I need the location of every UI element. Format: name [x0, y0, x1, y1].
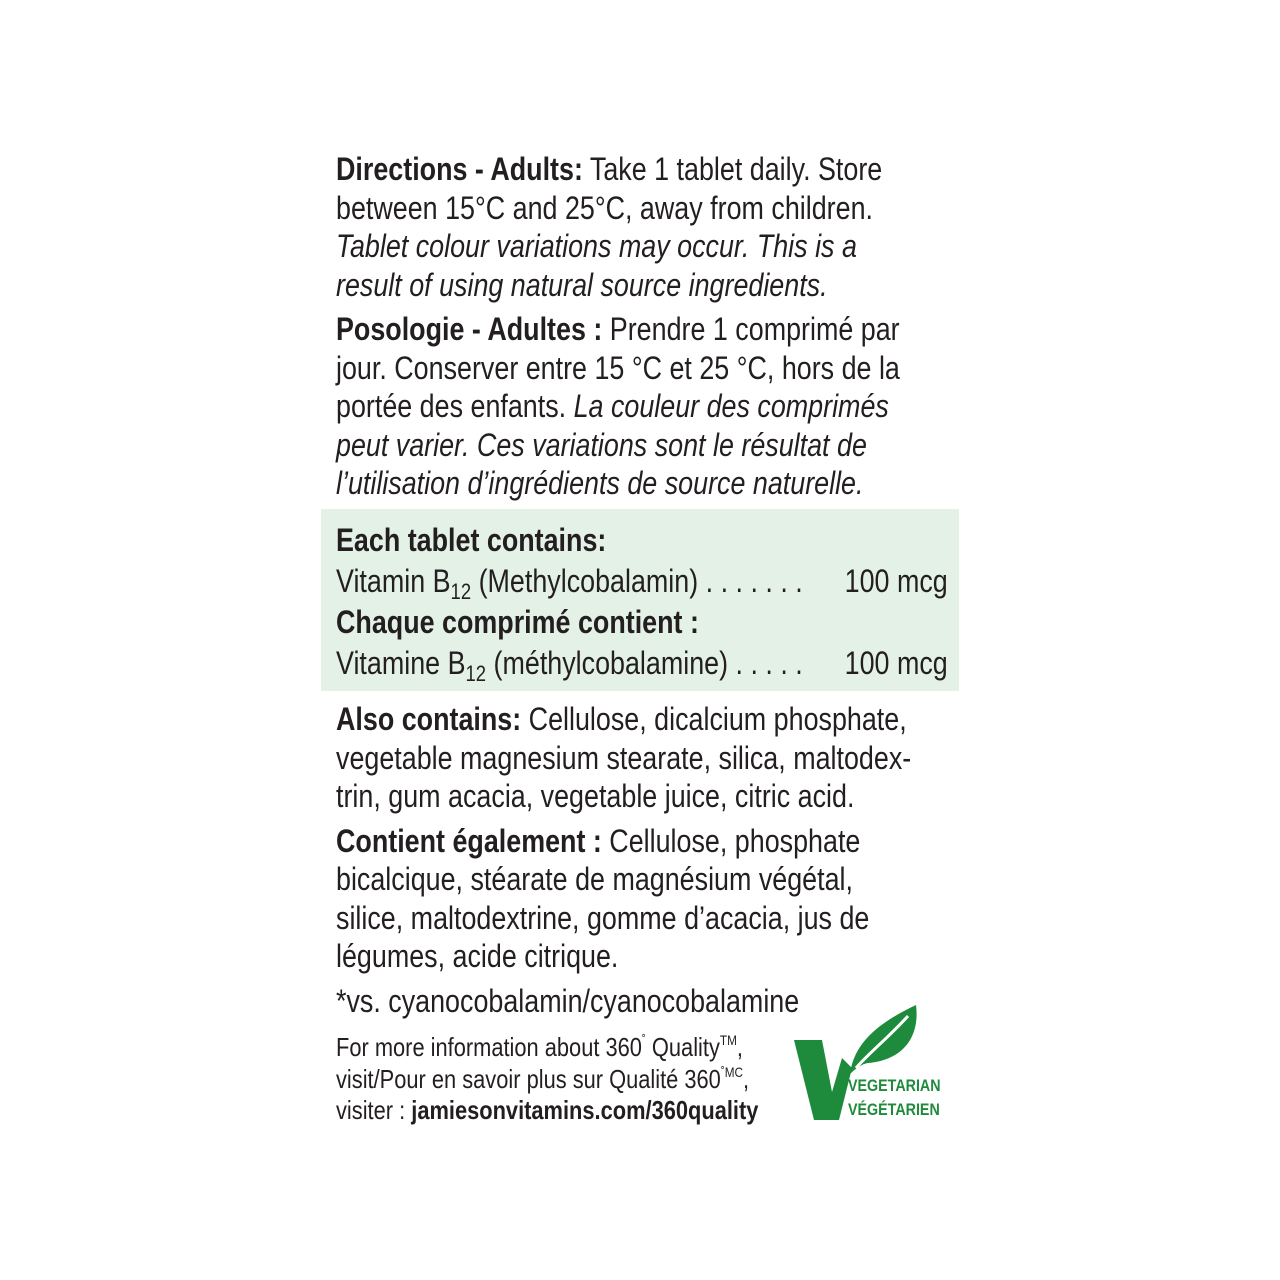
medicinal-ingredients — [336, 520, 948, 684]
directions-fr: Posologie - Adultes : Prendre 1 comprimé par jour. Conserver entre 15 °C et 25 °C, hors de la portée des enfants. La couleur des comprimés peut varier. Ces variations sont le résultat de l’utilisation d’ingrédients de source naturelle. — [336, 311, 900, 501]
contains-heading-fr: Chaque comprimé contient : — [336, 604, 699, 640]
directions-en: Directions - Adults: Take 1 tablet daily. Store between 15°C and 25°C, away from children. Tablet colour variations may occur. This is a result of using natural source ingredients. — [336, 151, 883, 303]
quality-info: For more information about 360˚ Quality™, visit/Pour en savoir plus sur Qualité $360^{˚MC}$, visiter : jamiesonvitamins.com/360quality — [336, 1032, 759, 1125]
contains-heading-en: Each tablet contains: — [336, 522, 607, 558]
footnote: *vs. cyanocobalamin/cyanocobalamine — [336, 982, 800, 1019]
also-contains-en: Also contains: Cellulose, dicalcium phosphate, vegetable magnesium stearate, silica, maltodex- trin, gum acacia, vegetable juice, citric acid. — [336, 701, 912, 814]
vegetarian-badge-text: VEGETARIAN VÉGÉTARIEN — [848, 1076, 941, 1119]
directions-fr-heading: Posologie - Adultes : — [336, 311, 603, 347]
directions-en-heading: Directions - Adults: — [336, 151, 583, 187]
quality-url[interactable]: jamiesonvitamins.com/360quality — [411, 1095, 759, 1125]
also-contains-fr: Contient également : Cellulose, phosphate bicalcique, stéarate de magnésium végétal, silice, maltodextrine, gomme d’acacia, jus de légumes, acide citrique. — [336, 822, 870, 974]
non-medicinal-ingredients — [336, 700, 956, 1020]
ingredient-row-en: Vitamin $B_{12}$ (Methylcobalamin) . . . . . . . 100 mcg — [336, 563, 948, 604]
ingredient-row-fr: Vitamine $B_{12}$ (méthylcobalamine) . . . . . 100 mcg — [336, 645, 948, 686]
amount-en: 100 mcg — [844, 563, 948, 599]
amount-fr: 100 mcg — [844, 645, 948, 681]
directions-section — [336, 150, 956, 503]
